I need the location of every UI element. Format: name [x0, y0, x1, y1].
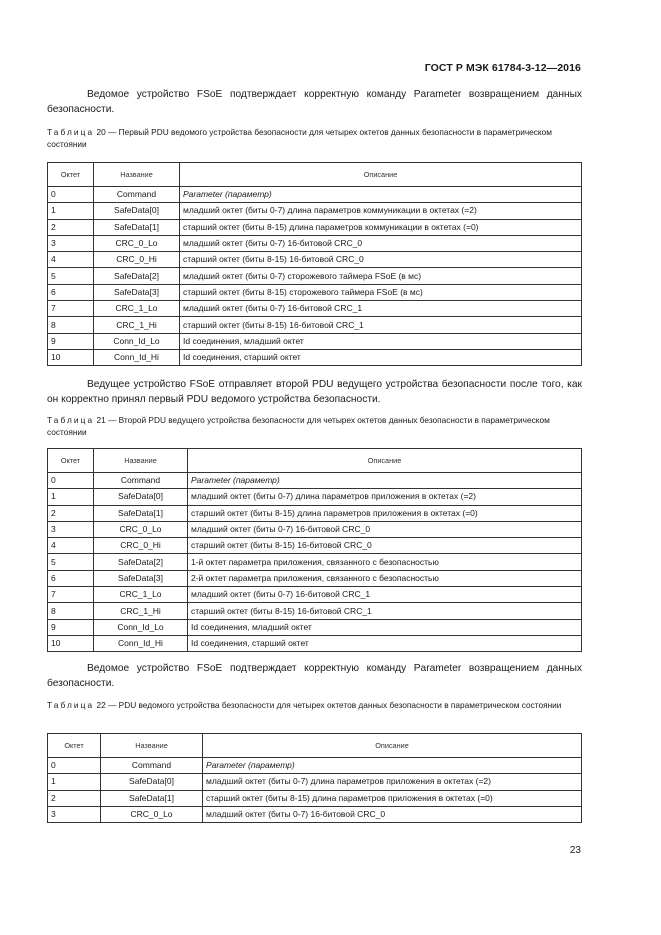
cell-description: младший октет (биты 0-7) длина параметров коммуникации в октетах (=2) [180, 203, 582, 219]
cell-description: старший октет (биты 8-15) 16-битовой CRC_1 [188, 603, 582, 619]
cell-description: Parameter (параметр) [188, 473, 582, 489]
cell-name: Conn_Id_Lo [94, 619, 188, 635]
table-row [48, 790, 582, 806]
table-row [48, 284, 582, 300]
cell-octet: 4 [48, 538, 94, 554]
cell-name: CRC_1_Lo [94, 301, 180, 317]
caption-text: 20 — Первый PDU ведомого устройства безопасности для четырех октетов данных безопасности в параметрическом состоянии [47, 127, 552, 149]
table-row [48, 521, 582, 537]
cell-name: CRC_0_Hi [94, 538, 188, 554]
column-header-name: Название [94, 449, 188, 473]
caption-label: Таблица [47, 415, 95, 425]
caption-label: Таблица [47, 127, 95, 137]
table-row [48, 235, 582, 251]
column-header-octet: Октет [48, 734, 101, 758]
cell-name: Conn_Id_Hi [94, 635, 188, 651]
cell-octet: 6 [48, 284, 94, 300]
cell-name: SafeData[2] [94, 268, 180, 284]
cell-description: младший октет (биты 0-7) длина параметров приложения в октетах (=2) [203, 774, 582, 790]
table-22 [47, 733, 582, 823]
table-22-caption [47, 700, 582, 712]
cell-octet: 1 [48, 489, 94, 505]
cell-octet: 3 [48, 235, 94, 251]
table-row [48, 570, 582, 586]
page-number: 23 [569, 845, 581, 856]
paragraph-1: Ведомое устройство FSoE подтверждает корректную команду Parameter возвращением данных безопасности. [47, 89, 582, 115]
cell-octet: 1 [48, 203, 94, 219]
cell-name: SafeData[3] [94, 284, 180, 300]
cell-name: Command [101, 758, 203, 774]
cell-description: старший октет (биты 8-15) длина параметров приложения в октетах (=0) [188, 505, 582, 521]
column-header-description: Описание [188, 449, 582, 473]
cell-description: 2-й октет параметра приложения, связанного с безопасностью [188, 570, 582, 586]
table-row [48, 489, 582, 505]
cell-description: старший октет (биты 8-15) 16-битовой CRC_0 [188, 538, 582, 554]
table-row [48, 349, 582, 365]
column-header-octet: Октет [48, 163, 94, 187]
table-row [48, 219, 582, 235]
table-row [48, 333, 582, 349]
cell-name: SafeData[0] [94, 489, 188, 505]
table-row [48, 635, 582, 651]
table-row [48, 619, 582, 635]
cell-name: Conn_Id_Lo [94, 333, 180, 349]
cell-description: младший октет (биты 0-7) длина параметров приложения в октетах (=2) [188, 489, 582, 505]
table-20 [47, 162, 582, 366]
column-header-description: Описание [180, 163, 582, 187]
cell-description: младший октет (биты 0-7) 16-битовой CRC_1 [188, 587, 582, 603]
cell-name: SafeData[0] [94, 203, 180, 219]
cell-octet: 2 [48, 505, 94, 521]
cell-octet: 0 [48, 758, 101, 774]
table-row [48, 806, 582, 822]
cell-name: CRC_1_Lo [94, 587, 188, 603]
cell-octet: 9 [48, 619, 94, 635]
table-row [48, 268, 582, 284]
column-header-description: Описание [203, 734, 582, 758]
table-row [48, 301, 582, 317]
cell-description: старший октет (биты 8-15) 16-битовой CRC_1 [180, 317, 582, 333]
cell-description: Id соединения, старший октет [188, 635, 582, 651]
table-row [48, 187, 582, 203]
table-row [48, 587, 582, 603]
cell-octet: 7 [48, 301, 94, 317]
cell-name: SafeData[1] [94, 219, 180, 235]
cell-description: Id соединения, старший октет [180, 349, 582, 365]
cell-octet: 5 [48, 268, 94, 284]
column-header-name: Название [94, 163, 180, 187]
caption-label: Таблица [47, 700, 95, 710]
cell-description: Parameter (параметр) [203, 758, 582, 774]
table-header-row [48, 734, 582, 758]
cell-name: CRC_1_Hi [94, 603, 188, 619]
table-row [48, 774, 582, 790]
cell-description: младший октет (биты 0-7) сторожевого таймера FSoE (в мс) [180, 268, 582, 284]
table-header-row [48, 163, 582, 187]
cell-name: SafeData[0] [101, 774, 203, 790]
cell-octet: 7 [48, 587, 94, 603]
cell-octet: 8 [48, 603, 94, 619]
column-header-octet: Октет [48, 449, 94, 473]
cell-name: SafeData[1] [94, 505, 188, 521]
table-row [48, 252, 582, 268]
cell-name: Command [94, 473, 188, 489]
cell-octet: 2 [48, 790, 101, 806]
cell-name: Command [94, 187, 180, 203]
cell-octet: 0 [48, 473, 94, 489]
cell-octet: 5 [48, 554, 94, 570]
table-21 [47, 448, 582, 652]
cell-description: Id соединения, младший октет [188, 619, 582, 635]
cell-name: CRC_0_Lo [94, 521, 188, 537]
table-row [48, 203, 582, 219]
cell-description: младший октет (биты 0-7) 16-битовой CRC_0 [180, 235, 582, 251]
table-20-caption [47, 127, 582, 150]
cell-octet: 0 [48, 187, 94, 203]
cell-octet: 10 [48, 635, 94, 651]
cell-name: Conn_Id_Hi [94, 349, 180, 365]
cell-description: 1-й октет параметра приложения, связанного с безопасностью [188, 554, 582, 570]
table-row [48, 554, 582, 570]
table-row [48, 758, 582, 774]
cell-description: старший октет (биты 8-15) длина параметров коммуникации в октетах (=0) [180, 219, 582, 235]
cell-name: CRC_0_Hi [94, 252, 180, 268]
table-row [48, 538, 582, 554]
cell-octet: 6 [48, 570, 94, 586]
column-header-name: Название [101, 734, 203, 758]
caption-text: 21 — Второй PDU ведущего устройства безопасности для четырех октетов данных безопасности в параметрическом состоянии [47, 415, 550, 437]
table-row [48, 317, 582, 333]
cell-name: SafeData[3] [94, 570, 188, 586]
cell-octet: 8 [48, 317, 94, 333]
cell-description: младший октет (биты 0-7) 16-битовой CRC_1 [180, 301, 582, 317]
caption-text: 22 — PDU ведомого устройства безопасности для четырех октетов данных безопасности в параметрическом состоянии [94, 700, 562, 710]
cell-octet: 10 [48, 349, 94, 365]
cell-name: SafeData[1] [101, 790, 203, 806]
table-header-row [48, 449, 582, 473]
paragraph-2: Ведущее устройство FSoE отправляет второй PDU ведущего устройства безопасности после того, как он корректно принял первый PDU ведомого устройства безопасности. [47, 379, 582, 405]
cell-description: Id соединения, младший октет [180, 333, 582, 349]
cell-name: SafeData[2] [94, 554, 188, 570]
cell-description: Parameter (параметр) [180, 187, 582, 203]
cell-name: CRC_1_Hi [94, 317, 180, 333]
cell-name: CRC_0_Lo [101, 806, 203, 822]
cell-octet: 4 [48, 252, 94, 268]
cell-description: старший октет (биты 8-15) сторожевого таймера FSoE (в мс) [180, 284, 582, 300]
table-row [48, 473, 582, 489]
cell-octet: 2 [48, 219, 94, 235]
cell-octet: 9 [48, 333, 94, 349]
cell-description: старший октет (биты 8-15) длина параметров приложения в октетах (=0) [203, 790, 582, 806]
paragraph-3: Ведомое устройство FSoE подтверждает корректную команду Parameter возвращением данных безопасности. [47, 663, 582, 689]
cell-description: старший октет (биты 8-15) 16-битовой CRC_0 [180, 252, 582, 268]
cell-name: CRC_0_Lo [94, 235, 180, 251]
document-header: ГОСТ Р МЭК 61784-3-12—2016 [424, 62, 581, 74]
cell-description: младший октет (биты 0-7) 16-битовой CRC_0 [203, 806, 582, 822]
cell-description: младший октет (биты 0-7) 16-битовой CRC_0 [188, 521, 582, 537]
cell-octet: 1 [48, 774, 101, 790]
table-row [48, 603, 582, 619]
cell-octet: 3 [48, 806, 101, 822]
table-21-caption [47, 415, 582, 438]
table-row [48, 505, 582, 521]
cell-octet: 3 [48, 521, 94, 537]
